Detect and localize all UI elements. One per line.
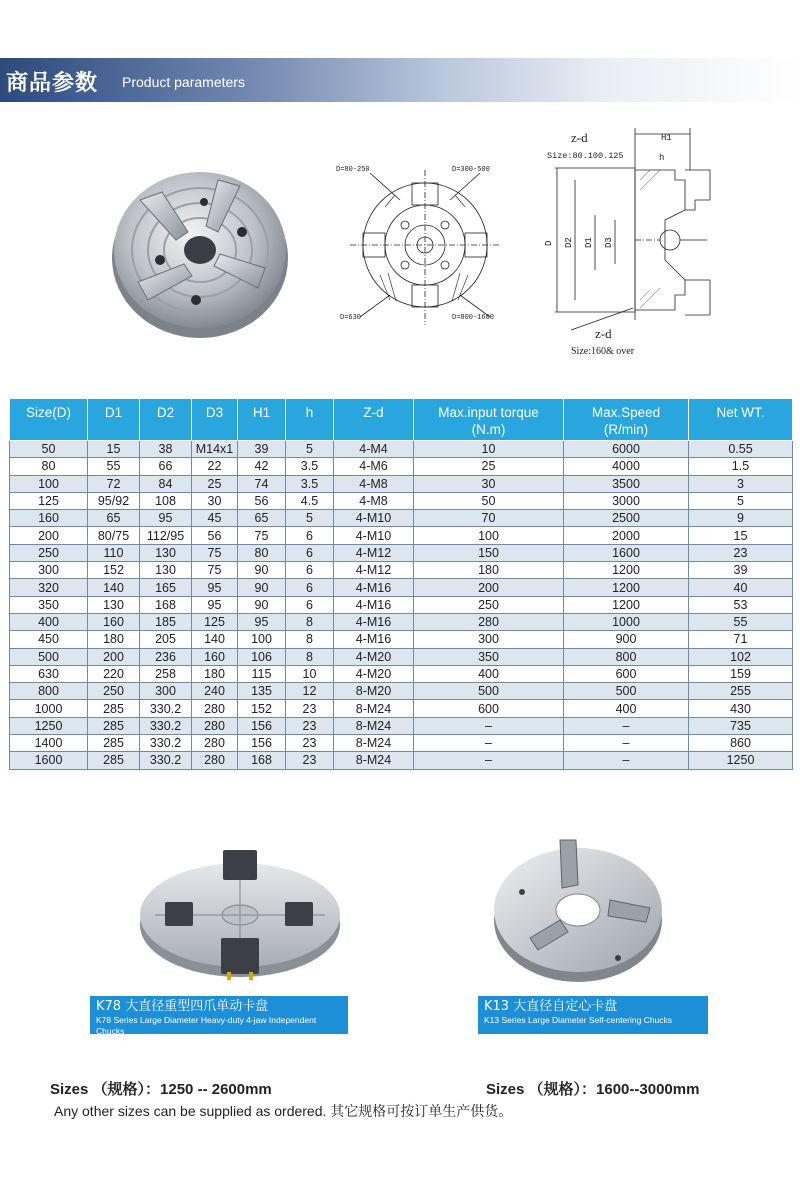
table-cell: 50 [414,492,564,509]
table-cell: 250 [414,596,564,613]
table-cell: 40 [689,579,793,596]
section-title-en: Product parameters [122,74,245,90]
table-cell: 285 [88,752,140,769]
table-cell: 1600 [10,752,88,769]
side-d1-label: D1 [584,237,594,248]
side-size-top: Size:80.100.125 [547,151,624,161]
table-cell: 8 [286,613,334,630]
table-header-row [10,399,793,441]
table-body [10,441,793,770]
k78-caption-cn: K78 大直径重型四爪单动卡盘 [96,999,269,1014]
table-cell: 66 [140,458,192,475]
table-cell: 90 [238,596,286,613]
table-cell: 115 [238,665,286,682]
table-cell: 25 [414,458,564,475]
column-header-line1: D1 [104,405,123,420]
column-header [140,399,192,441]
table-cell: 1400 [10,735,88,752]
table-cell: 152 [238,700,286,717]
table-cell: 430 [689,700,793,717]
table-cell: 130 [140,544,192,561]
table-cell: 71 [689,631,793,648]
table-cell: 240 [192,683,238,700]
table-cell: 400 [10,613,88,630]
table-cell: 72 [88,475,140,492]
table-cell: 3500 [564,475,689,492]
table-cell: 168 [140,596,192,613]
table-cell: 140 [192,631,238,648]
table-row [10,735,793,752]
table-cell: 30 [192,492,238,509]
column-header-line1: Net WT. [716,405,765,420]
side-zd-top: z-d [571,130,588,145]
k78-chuck-photo [135,830,345,985]
table-cell: 280 [414,613,564,630]
table-cell: 125 [192,613,238,630]
column-header-line1: Size(D) [25,405,71,420]
table-row [10,475,793,492]
table-row [10,441,793,458]
column-header [286,399,334,441]
table-cell: 30 [414,475,564,492]
table-cell: 800 [10,683,88,700]
table-cell: 4-M20 [334,648,414,665]
table-cell: 3000 [564,492,689,509]
table-cell: 23 [286,700,334,717]
table-cell: 6 [286,596,334,613]
table-cell: 250 [10,544,88,561]
chuck-front-view-drawing [330,155,520,335]
table-cell: 280 [192,735,238,752]
table-cell: 4-M16 [334,596,414,613]
table-cell: 90 [238,579,286,596]
table-cell: 450 [10,631,88,648]
table-cell: 5 [286,441,334,458]
front-label-tr: D=300-500 [452,166,490,174]
table-cell: 600 [414,700,564,717]
table-cell: 200 [414,579,564,596]
table-cell: 70 [414,510,564,527]
column-header-line1: H1 [252,405,271,420]
table-row [10,613,793,630]
table-cell: 38 [140,441,192,458]
table-cell: 1200 [564,562,689,579]
side-d-label: D [544,240,554,246]
chuck-side-section-drawing [535,120,755,365]
table-cell: 2500 [564,510,689,527]
table-cell: 500 [10,648,88,665]
column-header [88,399,140,441]
table-cell: 23 [286,752,334,769]
side-d3-label: D3 [604,237,614,248]
table-cell: 56 [192,527,238,544]
table-cell: 8-M24 [334,717,414,734]
table-cell: 6 [286,579,334,596]
table-cell: 258 [140,665,192,682]
four-jaw-chuck-photo [100,150,300,350]
table-cell: 4-M10 [334,527,414,544]
table-cell: 350 [10,596,88,613]
table-cell: 4-M16 [334,613,414,630]
table-cell: 100 [238,631,286,648]
table-cell: 39 [238,441,286,458]
table-cell: 10 [286,665,334,682]
column-header [334,399,414,441]
table-cell: 330.2 [140,700,192,717]
k13-sizes [486,1078,699,1099]
table-cell: 6000 [564,441,689,458]
table-cell: – [564,735,689,752]
k78-caption-en: K78 Series Large Diameter Heavy-duty 4-jaw Independent Chucks [96,1015,317,1036]
table-cell: 1000 [10,700,88,717]
table-cell: 180 [192,665,238,682]
side-d2-label: D2 [564,237,574,248]
table-cell: 6 [286,527,334,544]
table-cell: 255 [689,683,793,700]
table-cell: 100 [414,527,564,544]
k13-chuck-photo [490,830,665,985]
table-row [10,458,793,475]
table-cell: 280 [192,752,238,769]
table-cell: 300 [10,562,88,579]
table-cell: 735 [689,717,793,734]
table-cell: 220 [88,665,140,682]
table-cell: 55 [88,458,140,475]
column-header [238,399,286,441]
table-cell: 8 [286,648,334,665]
table-cell: 400 [414,665,564,682]
side-size-bottom: Size:160& over [571,346,635,357]
table-cell: 130 [88,596,140,613]
k13-caption [478,996,708,1034]
table-cell: 135 [238,683,286,700]
table-cell: 130 [140,562,192,579]
table-cell: 75 [238,527,286,544]
table-cell: 4-M6 [334,458,414,475]
front-label-bl: D=630 [340,314,362,322]
side-h1-label: H1 [661,133,672,143]
table-row [10,492,793,509]
column-header [192,399,238,441]
table-cell: 95 [140,510,192,527]
table-cell: 160 [10,510,88,527]
table-cell: 50 [10,441,88,458]
table-cell: 65 [238,510,286,527]
table-cell: 80 [10,458,88,475]
table-cell: 250 [88,683,140,700]
table-cell: 39 [689,562,793,579]
k13-sizes-value: 1600--3000mm [596,1081,700,1098]
table-cell: 280 [192,700,238,717]
table-cell: 1600 [564,544,689,561]
column-header-line1: Max.input torque [438,405,539,420]
table-row [10,683,793,700]
column-header-line2: (R/min) [603,422,649,437]
column-header [10,399,88,441]
table-cell: 500 [414,683,564,700]
table-cell: 95 [192,579,238,596]
table-cell: 112/95 [140,527,192,544]
table-cell: 330.2 [140,735,192,752]
side-h-label: h [659,153,665,163]
table-cell: 160 [88,613,140,630]
table-cell: 159 [689,665,793,682]
table-cell: 9 [689,510,793,527]
table-cell: 300 [414,631,564,648]
table-cell: 12 [286,683,334,700]
table-cell: 156 [238,717,286,734]
table-cell: 1000 [564,613,689,630]
table-cell: 108 [140,492,192,509]
table-cell: 1250 [689,752,793,769]
table-cell: 100 [10,475,88,492]
column-header [689,399,793,441]
table-cell: 1200 [564,596,689,613]
table-cell: 8-M20 [334,683,414,700]
table-cell: 55 [689,613,793,630]
table-row [10,596,793,613]
table-cell: 75 [192,544,238,561]
table-row [10,579,793,596]
table-cell: 84 [140,475,192,492]
column-header [564,399,689,441]
table-cell: 6 [286,562,334,579]
table-cell: 4-M8 [334,492,414,509]
table-cell: 4-M16 [334,631,414,648]
table-row [10,510,793,527]
table-cell: 630 [10,665,88,682]
table-cell: 165 [140,579,192,596]
table-cell: 4.5 [286,492,334,509]
table-row [10,527,793,544]
parameters-table [9,398,793,770]
table-cell: 95 [238,613,286,630]
table-row [10,700,793,717]
table-cell: 102 [689,648,793,665]
table-row [10,544,793,561]
table-cell: 25 [192,475,238,492]
table-cell: 45 [192,510,238,527]
table-cell: 4-M12 [334,544,414,561]
table-cell: 180 [414,562,564,579]
table-cell: 205 [140,631,192,648]
k78-sizes-label: Sizes （规格）： [50,1081,161,1098]
table-cell: 1250 [10,717,88,734]
table-cell: 500 [564,683,689,700]
table-cell: 330.2 [140,717,192,734]
table-cell: 2000 [564,527,689,544]
custom-size-note: Any other sizes can be supplied as ordered. 其它规格可按订单生产供货。 [54,1103,513,1119]
table-row [10,752,793,769]
table-cell: 6 [286,544,334,561]
table-row [10,665,793,682]
k13-caption-en: K13 Series Large Diameter Self-centering Chucks [484,1015,673,1025]
table-cell: 22 [192,458,238,475]
k13-caption-cn: K13 大直径自定心卡盘 [484,999,618,1014]
table-cell: 56 [238,492,286,509]
table-cell: 110 [88,544,140,561]
table-cell: 8-M24 [334,700,414,717]
table-cell: 3 [689,475,793,492]
table-cell: 350 [414,648,564,665]
table-cell: – [414,752,564,769]
table-row [10,562,793,579]
side-zd-bottom: z-d [595,326,612,341]
table-cell: 106 [238,648,286,665]
table-cell: 400 [564,700,689,717]
table-cell: 200 [10,527,88,544]
table-cell: 95 [192,596,238,613]
table-cell: 42 [238,458,286,475]
table-cell: 4-M16 [334,579,414,596]
k78-sizes [50,1078,272,1099]
table-cell: 1200 [564,579,689,596]
table-cell: 23 [689,544,793,561]
table-cell: 236 [140,648,192,665]
table-cell: 125 [10,492,88,509]
table-cell: 800 [564,648,689,665]
table-cell: 95/92 [88,492,140,509]
section-header-bar [0,58,800,102]
column-header [414,399,564,441]
table-cell: 23 [286,735,334,752]
table-cell: 4-M8 [334,475,414,492]
table-cell: 8 [286,631,334,648]
table-cell: 600 [564,665,689,682]
table-cell: 860 [689,735,793,752]
table-cell: 5 [286,510,334,527]
table-cell: 15 [689,527,793,544]
table-cell: 320 [10,579,88,596]
column-header-line1: D2 [156,405,175,420]
table-cell: 4-M4 [334,441,414,458]
table-cell: 150 [414,544,564,561]
table-cell: 285 [88,735,140,752]
table-cell: 15 [88,441,140,458]
table-cell: 285 [88,700,140,717]
table-cell: 53 [689,596,793,613]
column-header-line1: h [305,405,314,420]
table-cell: 300 [140,683,192,700]
table-cell: 4-M10 [334,510,414,527]
table-cell: 900 [564,631,689,648]
table-cell: 80/75 [88,527,140,544]
table-cell: 185 [140,613,192,630]
column-header-line1: D3 [205,405,224,420]
table-row [10,648,793,665]
table-cell: 180 [88,631,140,648]
table-cell: 330.2 [140,752,192,769]
column-header-line2: (N.m) [471,422,506,437]
table-cell: 10 [414,441,564,458]
table-cell: 140 [88,579,140,596]
table-cell: 8-M24 [334,752,414,769]
table-cell: – [414,717,564,734]
k78-caption [90,996,348,1034]
table-cell: 3.5 [286,475,334,492]
table-cell: 75 [192,562,238,579]
table-cell: 80 [238,544,286,561]
table-cell: M14x1 [192,441,238,458]
table-cell: 160 [192,648,238,665]
table-cell: 4-M12 [334,562,414,579]
table-cell: – [414,735,564,752]
table-cell: 280 [192,717,238,734]
table-cell: 90 [238,562,286,579]
table-cell: 5 [689,492,793,509]
table-cell: 23 [286,717,334,734]
table-cell: 156 [238,735,286,752]
table-cell: 74 [238,475,286,492]
table-cell: 168 [238,752,286,769]
k13-sizes-label: Sizes （规格）： [486,1081,597,1098]
column-header-line1: Z-d [363,405,384,420]
table-cell: 1.5 [689,458,793,475]
table-cell: 200 [88,648,140,665]
column-header-line1: Max.Speed [591,405,661,420]
table-cell: 152 [88,562,140,579]
table-cell: 0.55 [689,441,793,458]
table-cell: 8-M24 [334,735,414,752]
table-cell: 285 [88,717,140,734]
front-label-tl: D=80-250 [336,166,370,174]
table-cell: – [564,717,689,734]
table-row [10,631,793,648]
table-cell: 4-M20 [334,665,414,682]
table-cell: 65 [88,510,140,527]
table-cell: – [564,752,689,769]
section-title-cn: 商品参数 [6,71,99,96]
table-row [10,717,793,734]
table-cell: 4000 [564,458,689,475]
table-cell: 3.5 [286,458,334,475]
k78-sizes-value: 1250 -- 2600mm [160,1081,272,1098]
front-label-br: D=800-1600 [452,314,495,322]
